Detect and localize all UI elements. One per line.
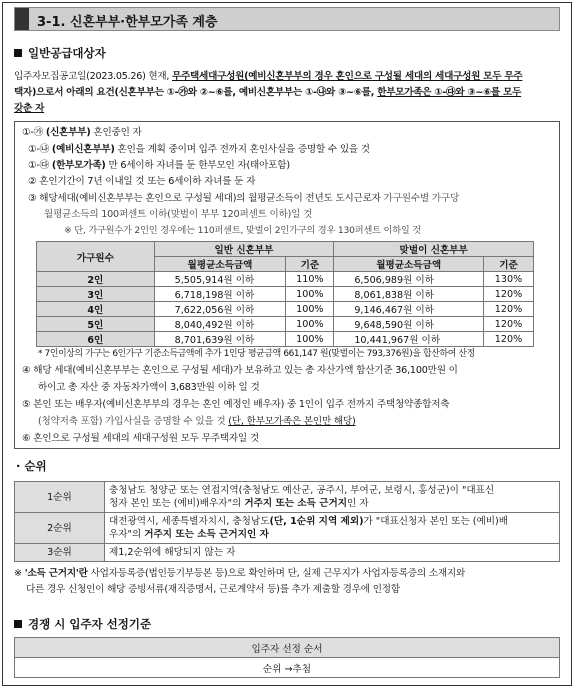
header-single-basis: 기준 <box>286 257 334 272</box>
rank-label: 3순위 <box>15 544 105 562</box>
intro-line-3 <box>14 101 562 117</box>
table-row <box>37 317 534 332</box>
intro-requirement-text: 택자)으로서 아래의 요건(신혼부부는 ①-㉮와 ②~⑥를, 예비신혼부부는 ①-㉯와 ③~⑥를, <box>14 87 378 98</box>
req-savings-text: (청약저축 포함) 가입사실을 증명할 수 있을 것 <box>38 416 226 427</box>
single-amount-cell: 8,701,639원 이하 <box>154 332 286 347</box>
table-row <box>15 638 560 658</box>
req-income-text-gray: 가구원수별 가구당 <box>383 193 460 204</box>
intro-single-parent-text: 한부모가족은 ①-㉰와 ③~⑥를 모두 <box>377 87 522 98</box>
selection-value: 순위 →추첨 <box>15 658 560 678</box>
rank-desc-text: 우자"의 <box>109 529 145 540</box>
rank-desc-bold: 거주지 또는 소득 근거지인 자 <box>144 529 269 540</box>
single-amount-cell: 6,718,198원 이하 <box>154 287 286 302</box>
section-title-bar <box>14 7 560 31</box>
table-row <box>37 287 534 302</box>
heading-text: 경쟁 시 입주자 선정기준 <box>28 617 152 631</box>
heading-general-supply <box>14 45 106 61</box>
req-savings-line-1: ⑤ 본인 또는 배우자(예비신혼부부의 경우는 혼인 예정인 배우자) 중 1인이 입주 전까지 주택청약종합저축 <box>22 399 450 410</box>
selection-table <box>14 637 560 678</box>
rank-label: 2순위 <box>15 513 105 544</box>
req-label: (한부모가족) <box>51 160 106 171</box>
note-term: '소득 근거지'란 <box>24 568 88 579</box>
rank-description: 제1,2순위에 해당되지 않는 자 <box>105 544 560 562</box>
rank-desc-text: 청자 본인 또는 (예비)배우자"의 <box>109 498 245 509</box>
header-single-amount: 월평균소득금액 <box>154 257 286 272</box>
rank-desc-bold: (단, 1순위 지역 제외) <box>269 516 364 527</box>
note-line-2: 다른 경우 신청인이 해당 증빙서류(재직증명서, 근로계약서 등)를 추가 제출할 경우에 인정함 <box>26 584 400 595</box>
req-text: 혼인중인 자 <box>90 127 142 138</box>
req-single-parent <box>28 157 290 171</box>
table-row <box>15 544 560 562</box>
heading-text: 일반공급대상자 <box>28 46 106 60</box>
income-basis-note <box>14 566 562 598</box>
dual-amount-cell: 6,506,989원 이하 <box>334 272 484 287</box>
members-cell: 3인 <box>37 287 155 302</box>
req-text: 만 6세이하 자녀를 둔 한부모인 자(태아포함) <box>105 160 290 171</box>
req-homeless-household: ⑥ 혼인으로 구성될 세대의 세대구성원 모두 무주택자일 것 <box>22 433 259 444</box>
rank-description <box>105 513 560 544</box>
intro-line-2 <box>14 85 562 101</box>
req-label: (예비신혼부부) <box>51 144 115 155</box>
page-title: 3-1. 신혼부부·한부모가족 계층 <box>37 15 218 30</box>
req-savings-exception: (단, 한부모가족은 본인만 해당) <box>228 416 356 427</box>
title-accent <box>15 8 29 30</box>
header-members: 가구원수 <box>37 242 155 272</box>
members-cell: 2인 <box>37 272 155 287</box>
single-basis-cell: 100% <box>286 287 334 302</box>
table-row <box>37 302 534 317</box>
members-cell: 4인 <box>37 302 155 317</box>
dual-basis-cell: 120% <box>484 287 534 302</box>
intro-end-text: 갖춘 자 <box>14 103 45 114</box>
rank-desc-line: 충청남도 청양군 또는 연접지역(충청남도 예산군, 공주시, 부여군, 보령시, 홍성군)이 "대표신 <box>109 485 495 496</box>
single-basis-cell: 100% <box>286 332 334 347</box>
req-symbol: ①-㉮ <box>22 127 46 138</box>
heading-text: 순위 <box>24 459 47 473</box>
single-basis-cell: 100% <box>286 302 334 317</box>
rank-table <box>14 481 560 562</box>
req-income-line-1 <box>28 190 459 204</box>
dual-amount-cell: 9,146,467원 이하 <box>334 302 484 317</box>
income-table <box>36 241 534 347</box>
members-cell: 5인 <box>37 317 155 332</box>
rank-desc-text: 대전광역시, 세종특별자치시, 충청남도 <box>109 516 270 527</box>
table-row <box>15 482 560 513</box>
dual-amount-cell: 9,648,590원 이하 <box>334 317 484 332</box>
req-label: (신혼부부) <box>45 127 91 138</box>
rank-description <box>105 482 560 513</box>
square-bullet-icon <box>14 620 22 628</box>
req-newlywed <box>22 124 142 138</box>
req-text: 혼인을 계획 중이며 입주 전까지 혼인사실을 증명할 수 있을 것 <box>114 144 370 155</box>
rank-desc-bold: 거주지 또는 소득 근거지 <box>244 498 348 509</box>
intro-date-text: 입주자모집공고일(2023.05.26) 현재, <box>14 71 172 82</box>
req-prospective <box>28 141 370 155</box>
table-row <box>15 513 560 544</box>
single-amount-cell: 8,040,492원 이하 <box>154 317 286 332</box>
rank-desc-line <box>109 515 555 528</box>
req-income-line-2: 월평균소득의 100퍼센트 이하(맞벌이 부부 120퍼센트 이하)일 것 <box>44 209 313 220</box>
members-cell: 6인 <box>37 332 155 347</box>
rank-desc-text: 인 자 <box>347 498 369 509</box>
table-row <box>37 332 534 347</box>
rank-desc-text: 가 "대표신청자 본인 또는 (예비)배 <box>363 516 509 527</box>
header-dual-basis: 기준 <box>484 257 534 272</box>
dual-basis-cell: 120% <box>484 332 534 347</box>
header-dual-amount: 월평균소득금액 <box>334 257 484 272</box>
intro-paragraph <box>14 69 562 117</box>
note-text: 사업자등록증(법인등기부등본 등)으로 확인하며 단, 실제 근무지가 사업자등록증의 소재지와 <box>87 568 466 579</box>
req-income-text: ③ 해당세대(예비신혼부부는 혼인으로 구성될 세대)의 월평균소득이 전년도 도시근로자 <box>28 193 384 204</box>
single-basis-cell: 110% <box>286 272 334 287</box>
intro-line-1 <box>14 69 562 85</box>
req-assets-line-2: 하이고 총 자산 중 자동차가액이 3,683만원 이하 일 것 <box>38 382 260 393</box>
heading-rank: · 순위 <box>16 459 47 473</box>
header-dual: 맞벌이 신혼부부 <box>334 242 534 257</box>
req-marriage-period: ② 혼인기간이 7년 이내일 것 또는 6세이하 자녀를 둔 자 <box>28 176 256 187</box>
req-symbol: ①-㉰ <box>28 160 52 171</box>
table-row <box>15 658 560 678</box>
single-amount-cell: 7,622,056원 이하 <box>154 302 286 317</box>
income-table-header-row <box>37 242 534 257</box>
note-line-1 <box>14 566 562 582</box>
dual-basis-cell: 130% <box>484 272 534 287</box>
table-row <box>37 272 534 287</box>
square-bullet-icon <box>14 49 22 57</box>
intro-homeless-text: 무주택세대구성원(예비신혼부부의 경우 혼인으로 구성될 세대의 세대구성원 모두 무주 <box>172 71 523 82</box>
rank-label: 1순위 <box>15 482 105 513</box>
note-mark: ※ <box>14 568 25 579</box>
single-basis-cell: 100% <box>286 317 334 332</box>
rank-desc-line <box>109 497 555 510</box>
req-assets-line-1: ④ 해당 세대(예비신혼부부는 혼인으로 구성될 세대)가 보유하고 있는 총 자산가액 합산기준 36,100만원 이 <box>22 365 458 376</box>
dual-amount-cell: 8,061,838원 이하 <box>334 287 484 302</box>
req-symbol: ①-㉯ <box>28 144 52 155</box>
req-savings-line-2 <box>38 413 356 427</box>
dual-basis-cell: 120% <box>484 302 534 317</box>
dual-basis-cell: 120% <box>484 317 534 332</box>
rank-desc-line <box>109 528 555 541</box>
header-single: 일반 신혼부부 <box>154 242 334 257</box>
heading-selection-criteria <box>14 616 151 632</box>
dual-amount-cell: 10,441,967원 이하 <box>334 332 484 347</box>
single-amount-cell: 5,505,914원 이하 <box>154 272 286 287</box>
selection-header: 입주자 선정 순서 <box>15 638 560 658</box>
large-household-note: * 7인이상의 가구는 6인가구 기준소득금액에 추가 1인당 평균금액 661,147 원(맞벌이는 793,376원)을 합산하여 산정 <box>38 349 475 359</box>
req-income-note: ※ 단, 가구원수가 2인인 경우에는 110퍼센트, 맞벌이 2인가구의 경우 130퍼센트 이하일 것 <box>64 225 421 236</box>
